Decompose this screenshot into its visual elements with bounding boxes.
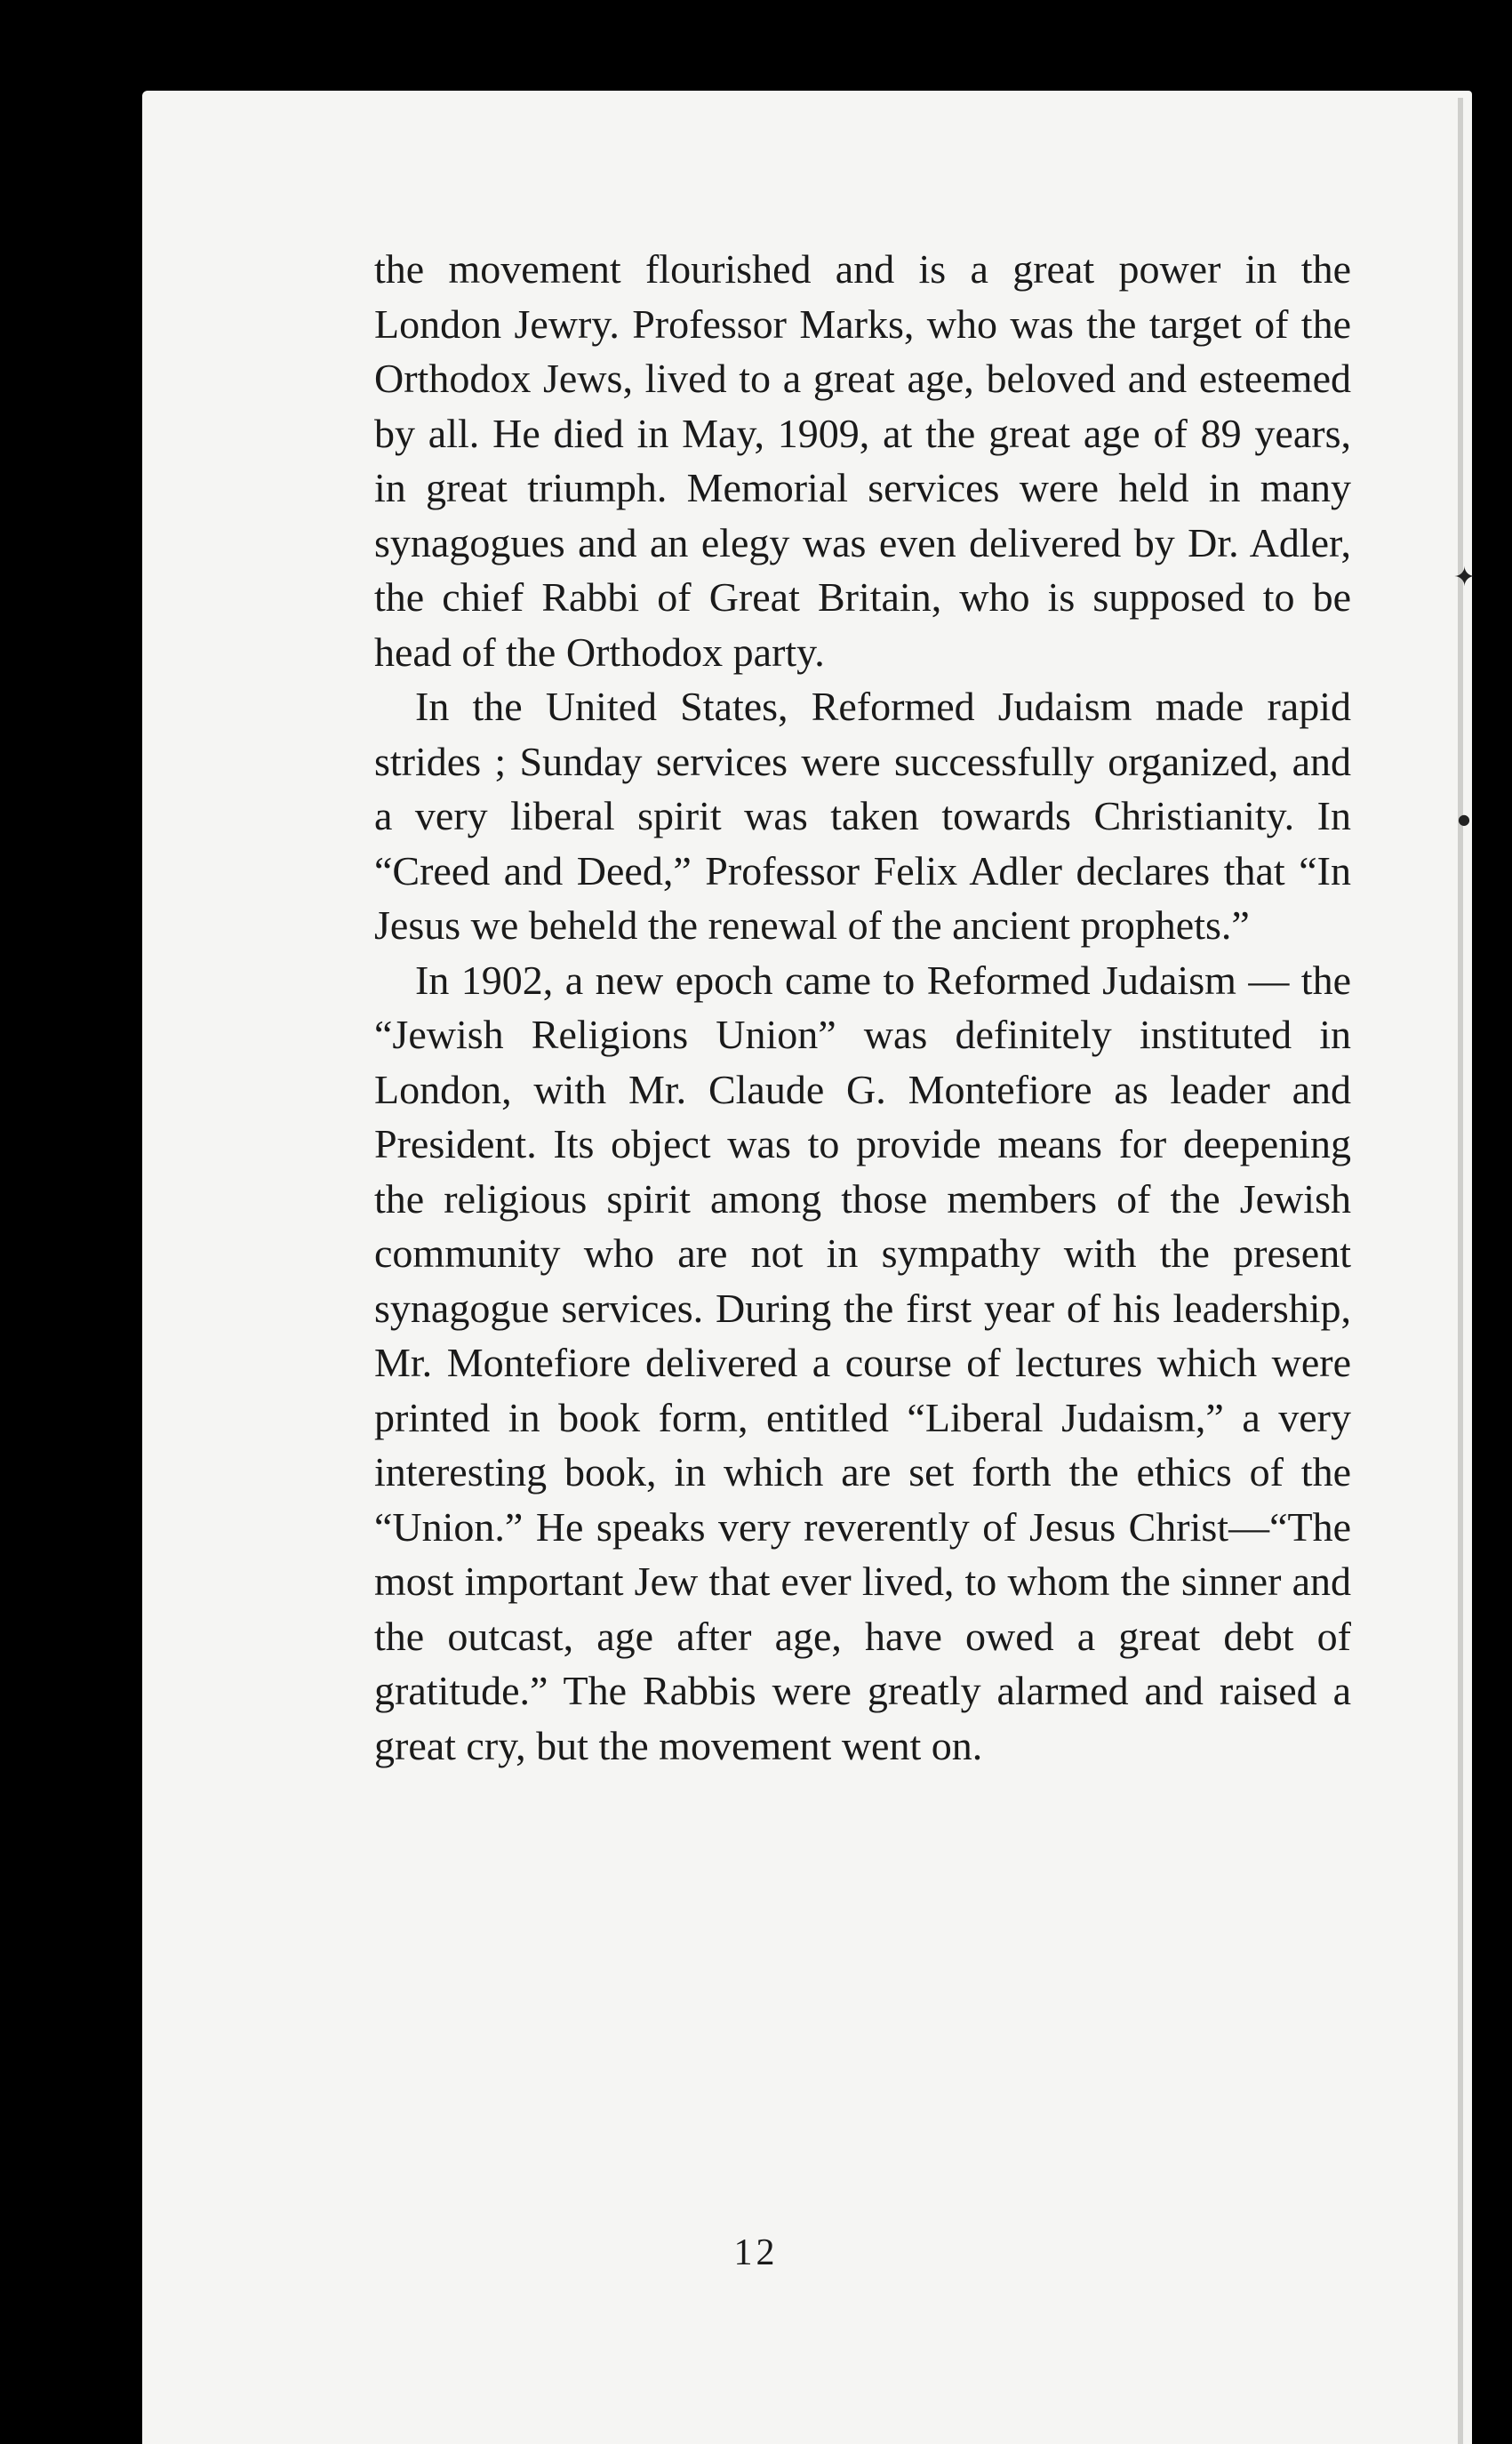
paragraph-1: the movement flourished and is a great power in the London Jewry. Professor Marks, who was the target of the Orthodox Jews, lived to a great age, beloved and esteemed by all. He died in May, 1909, at the great age of 89 years, in great triumph. Memorial services were held in many synagogues and an elegy was even delivered by Dr. Adler, the chief Rabbi of Great Britain, who is supposed to be head of the Orthodox party.	[374, 246, 1351, 675]
page-edge	[1458, 98, 1463, 2444]
margin-dot: ●	[1458, 811, 1470, 828]
page-number: 12	[733, 2232, 779, 2273]
body-text	[374, 242, 1351, 1773]
paragraph-3: In 1902, a new epoch came to Reformed Judaism — the “Jewish Religions Union” was definitely instituted in London, with Mr. Claude G. Montefiore as leader and President. Its object was to provide means for deepening the religious spirit among those members of the Jewish community who are not in sympathy with the present synagogue services. During the first year of his leadership, Mr. Montefiore delivered a course of lectures which were printed in book form, entitled “Liberal Judaism,” a very interesting book, in which are set forth the ethics of the “Union.” He speaks very reverently of Jesus Christ—“The most important Jew that ever lived, to whom the sinner and the outcast, age after age, have owed a great debt of gratitude.” The Rabbis were greatly alarmed and raised a great cry, but the movement went on.	[374, 957, 1351, 1768]
margin-mark: ✦	[1453, 562, 1476, 593]
paragraph-2: In the United States, Reformed Judaism made rapid strides ; Sunday services were successfully organized, and a very liberal spirit was taken towards Christianity. In “Creed and Deed,” Professor Felix Adler declares that “In Jesus we beheld the renewal of the ancient prophets.”	[374, 684, 1351, 948]
